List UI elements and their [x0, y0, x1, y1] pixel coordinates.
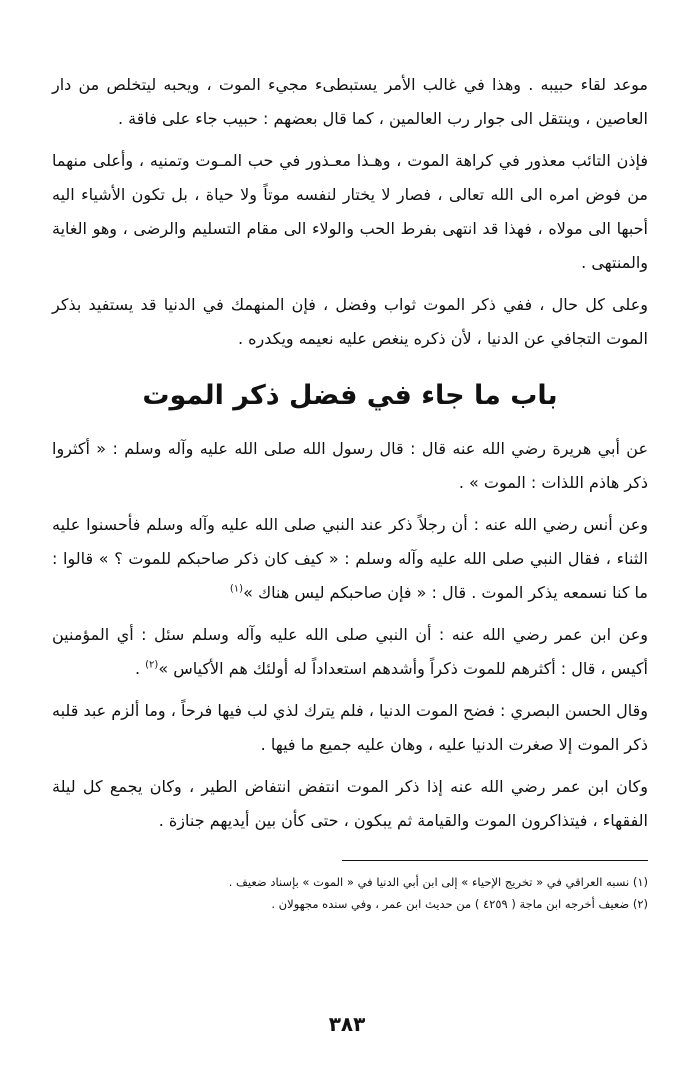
hadith-5: وكان ابن عمر رضي الله عنه إذا ذكر الموت انتفض انتفاض الطير ، وكان يجمع كل ليلة الفقهاء ، فيتذاكرون الموت والقيامة ثم يبكون ، حتى كأن بين أيديهم جنازة . — [52, 777, 648, 830]
footnote-ref-1: (١) — [229, 583, 244, 595]
footnote-1: (١) نسبه العراقي في « تخريج الإحياء » إلى ابن أبي الدنيا في « الموت » بإسناد ضعيف . — [228, 875, 648, 889]
footnote-divider — [342, 860, 648, 861]
hadith-1: عن أبي هريرة رضي الله عنه قال : قال رسول الله صلى الله عليه وآله وسلم : « أكثروا ذكر هاذم اللذات : الموت » . — [52, 439, 648, 492]
hadith-4: وقال الحسن البصري : فضح الموت الدنيا ، فلم يترك لذي لب فيها فرحاً ، وما ألزم عبد قلبه ذكر الموت إلا صغرت الدنيا عليه ، وهان عليه جميع ما فيها . — [52, 701, 648, 754]
hadith-3-text: وعن ابن عمر رضي الله عنه : أن النبي صلى الله عليه وآله وسلم سئل : أي المؤمنين أكيس ، قال : أكثرهم للموت ذكراً وأشدهم استعداداً له أولئك هم الأكياس » — [52, 625, 648, 678]
paragraph-1: موعد لقاء حبيبه . وهذا في غالب الأمر يستبطىء مجيء الموت ، ويحبه ليتخلص من دار العاصين ، وينتقل الى جوار رب العالمين ، كما قال بعضهم : حبيب جاء على فاقة . — [52, 75, 648, 128]
footnote-ref-2: (٢) — [145, 659, 159, 671]
hadith-3-end: . — [134, 659, 146, 678]
page-body — [52, 68, 648, 915]
paragraph-2: فإذن التائب معذور في كراهة الموت ، وهـذا معـذور في حب المـوت وتمنيه ، وأعلى منهما من فوض امره الى الله تعالى ، فصار لا يختار لنفسه موتاً ولا حياة ، بل تكون الأشياء اليه أحبها الى مولاه ، فهذا قد انتهى بفرط الحب والولاء الى مقام التسليم والرضى ، وهو الغاية والمنتهى . — [52, 151, 648, 272]
hadith-2 — [52, 508, 648, 610]
chapter-heading: باب ما جاء في فضل ذكر الموت — [142, 380, 558, 411]
hadith-3 — [52, 618, 648, 686]
paragraph-3: وعلى كل حال ، ففي ذكر الموت ثواب وفضل ، فإن المنهمك في الدنيا قد يستفيد بذكر الموت التجافي عن الدنيا ، لأن ذكره ينغص عليه نعيمه ويكدره . — [52, 295, 648, 348]
hadith-2-text: وعن أنس رضي الله عنه : أن رجلاً ذكر عند النبي صلى الله عليه وآله وسلم فأحسنوا عليه الثناء ، فقال النبي صلى الله عليه وآله وسلم : « كيف كان ذكر صاحبكم للموت ؟ » قالوا : ما كنا نسمعه يذكر الموت . قال : « فإن صاحبكم ليس هناك » — [52, 515, 648, 602]
page-number: ٣٨٣ — [328, 1012, 366, 1036]
footnote-2: (٢) ضعيف أخرجه ابن ماجة ( ٤٢٥٩ ) من حديث ابن عمر ، وفي سنده مجهولان . — [271, 897, 648, 911]
